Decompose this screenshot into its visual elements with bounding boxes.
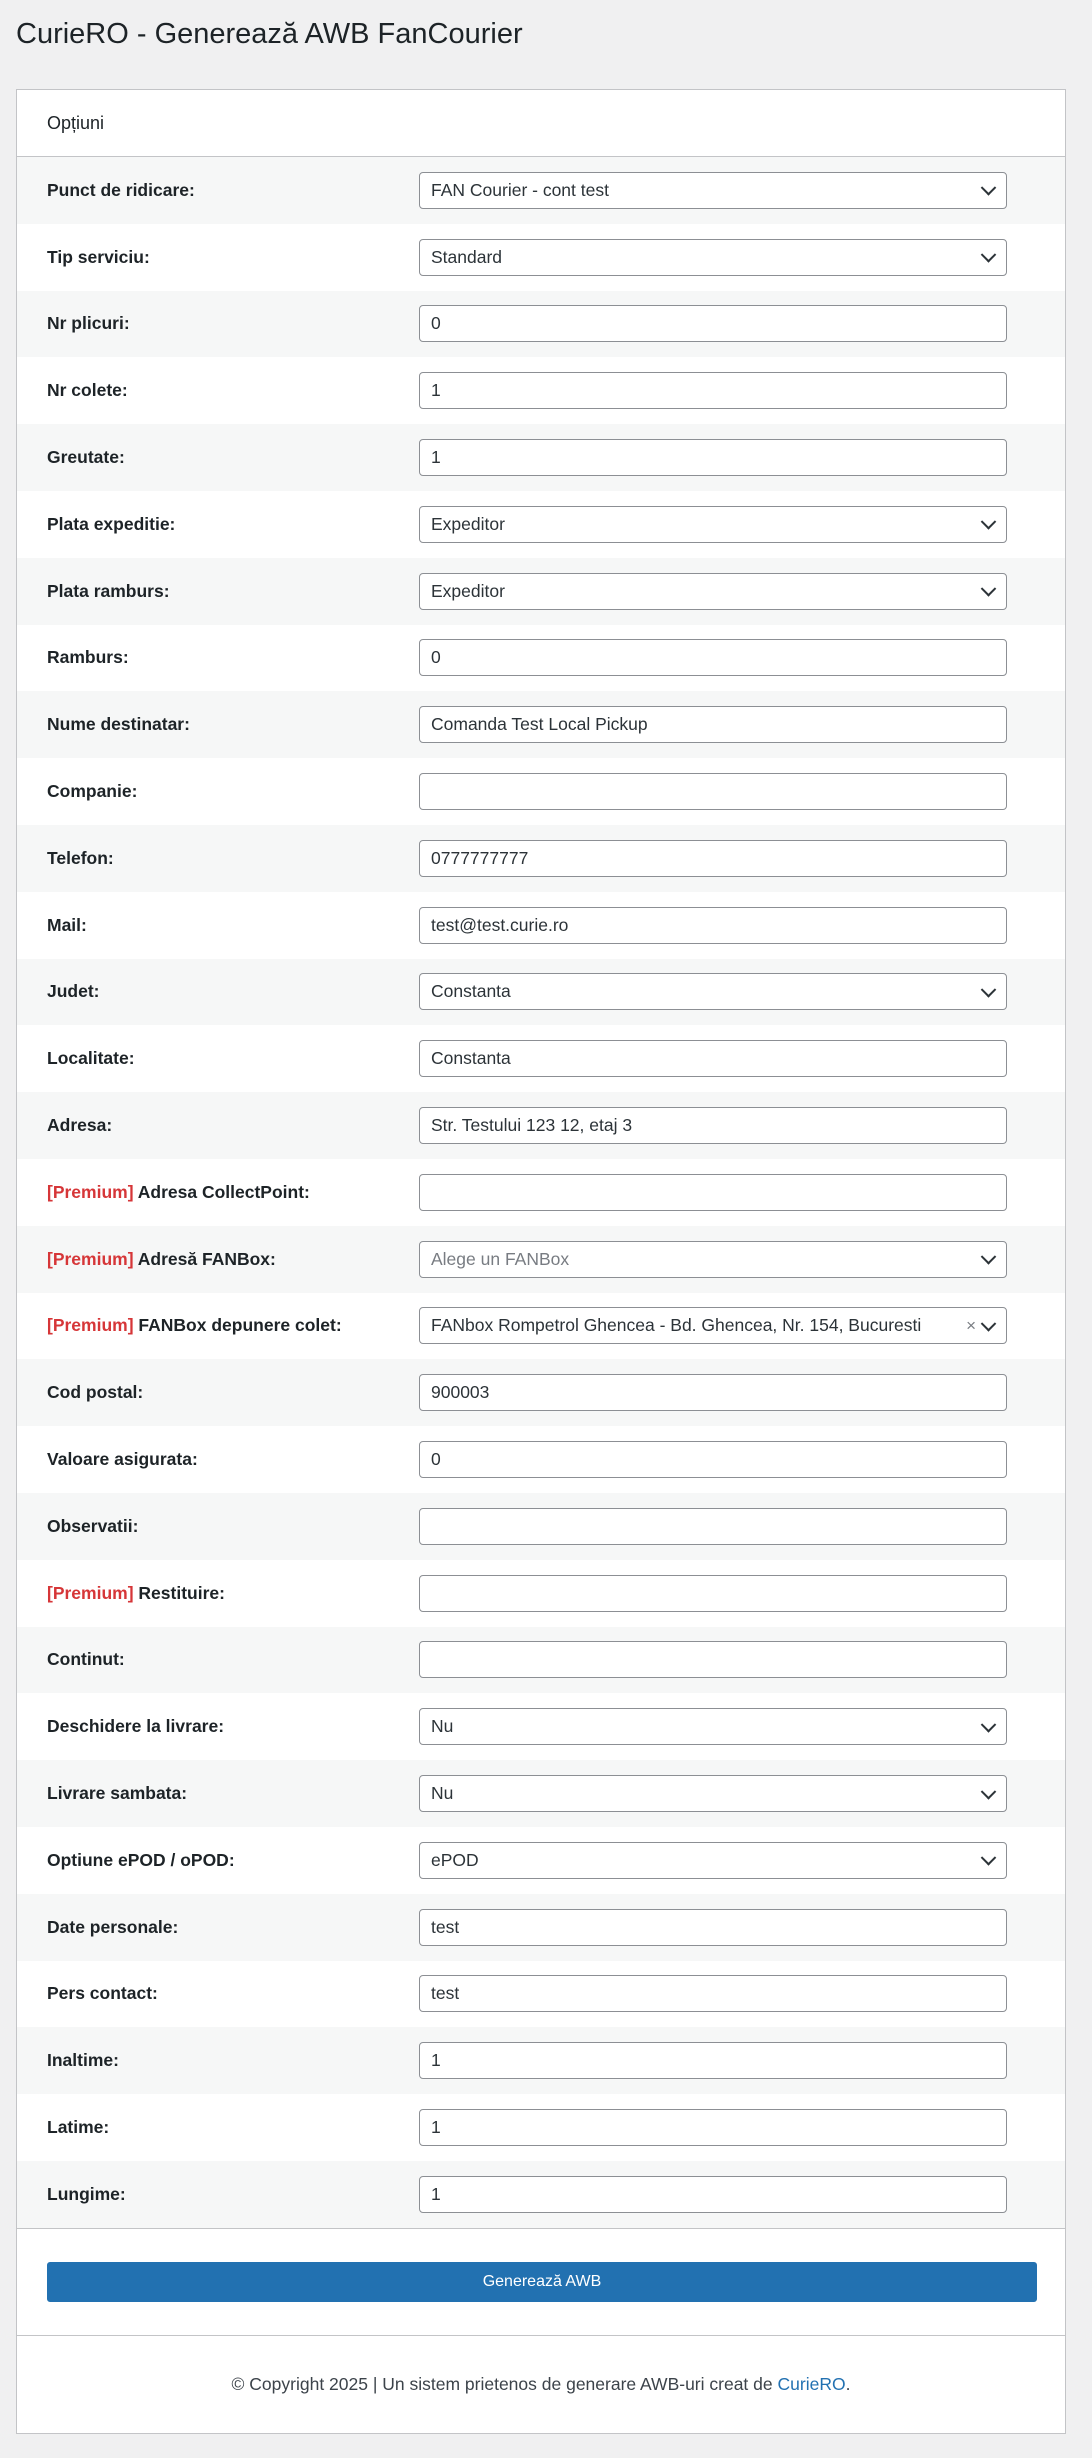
field-value: Nu (431, 1716, 454, 1737)
field-input[interactable] (419, 1909, 1007, 1946)
field-input[interactable] (419, 305, 1007, 342)
field-label (17, 313, 419, 334)
field-value: ePOD (431, 1849, 479, 1870)
field-label-text: Latime: (47, 2117, 110, 2137)
field-label (17, 915, 419, 936)
field-label-text: Greutate: (47, 447, 125, 468)
form-row (17, 691, 1065, 758)
field-input[interactable] (419, 2176, 1007, 2213)
field-label-text: Plata ramburs: (47, 580, 170, 601)
field-label (17, 781, 419, 802)
generate-awb-button[interactable]: Generează AWB (47, 2262, 1037, 2302)
form-row (17, 2027, 1065, 2094)
field-label-text: Adresă FANBox: (137, 1248, 276, 1269)
field-select[interactable] (419, 506, 1007, 543)
field-input[interactable] (419, 1174, 1007, 1211)
chevron-down-icon (981, 180, 997, 196)
field-label (17, 1716, 419, 1737)
field-value: Comanda Test Local Pickup (431, 714, 648, 735)
chevron-down-icon (981, 514, 997, 530)
field-input[interactable] (419, 372, 1007, 409)
field-label-text: Optiune ePOD / oPOD: (47, 1849, 235, 1870)
field-value: Constanta (431, 1048, 511, 1069)
form-row (17, 892, 1065, 959)
form-row (17, 1092, 1065, 1159)
page-title: CurieRO - Generează AWB FanCourier (16, 18, 523, 50)
field-value: 0 (431, 313, 441, 334)
field-input[interactable] (419, 2042, 1007, 2079)
field-input[interactable] (419, 1441, 1007, 1478)
chevron-down-icon (981, 1850, 997, 1866)
field-select[interactable] (419, 172, 1007, 209)
copyright-footer (17, 2336, 1065, 2433)
field-value: 1 (431, 2117, 441, 2137)
field-value: test@test.curie.ro (431, 914, 569, 935)
chevron-down-icon (981, 982, 997, 998)
field-value: 900003 (431, 1382, 490, 1403)
field-label-text: Judet: (47, 981, 100, 1002)
premium-badge: [Premium] (47, 1315, 134, 1336)
form-row (17, 758, 1065, 825)
chevron-down-icon (981, 1249, 997, 1265)
field-value: Standard (431, 246, 503, 267)
actions-bar (17, 2229, 1065, 2336)
field-label (17, 514, 419, 535)
field-label-text: Localitate: (47, 1048, 135, 1069)
clear-icon[interactable]: × (966, 1315, 976, 1335)
field-value: FANbox Rompetrol Ghencea - Bd. Ghencea, Nr. 154, Bucuresti (431, 1315, 922, 1336)
form-row (17, 357, 1065, 424)
form-row (17, 1827, 1065, 1894)
field-value: Expeditor (431, 513, 505, 534)
field-label (17, 1917, 419, 1938)
field-label (17, 1249, 419, 1270)
field-label (17, 247, 419, 268)
field-label (17, 1516, 419, 1537)
field-label (17, 1048, 419, 1069)
field-select[interactable] (419, 573, 1007, 610)
field-value: test (431, 1916, 460, 1937)
field-input[interactable] (419, 1975, 1007, 2012)
field-input[interactable] (419, 706, 1007, 743)
field-input[interactable] (419, 1040, 1007, 1077)
form-row (17, 825, 1065, 892)
field-label (17, 1115, 419, 1136)
field-value: Constanta (431, 981, 511, 1002)
field-select[interactable] (419, 1241, 1007, 1278)
field-label-text: Adresa CollectPoint: (137, 1181, 310, 1202)
field-select[interactable] (419, 1775, 1007, 1812)
chevron-down-icon (981, 1316, 997, 1332)
form-row (17, 1025, 1065, 1092)
field-label-text: Restituire: (138, 1582, 225, 1603)
field-label (17, 2117, 419, 2138)
field-value: 1 (431, 380, 441, 401)
field-label-text: Adresa: (47, 1115, 113, 1136)
field-input[interactable] (419, 773, 1007, 810)
field-label (17, 1182, 419, 1203)
field-label-text: Nr colete: (47, 380, 128, 401)
field-value: FAN Courier - cont test (431, 179, 609, 200)
form-row (17, 1426, 1065, 1493)
field-value: 0 (431, 647, 441, 668)
field-value: Alege un FANBox (431, 1248, 570, 1269)
field-label (17, 1649, 419, 1670)
field-label (17, 2184, 419, 2205)
options-panel (16, 89, 1066, 2434)
field-value: test (431, 1983, 460, 2004)
field-label-text: Date personale: (47, 1916, 179, 1937)
field-input[interactable] (419, 840, 1007, 877)
field-label-text: Continut: (47, 1649, 125, 1670)
form-rows (17, 157, 1065, 2228)
form-row (17, 1894, 1065, 1961)
form-row (17, 2161, 1065, 2228)
field-label-text: Pers contact: (47, 1983, 158, 2004)
form-row (17, 1226, 1065, 1293)
form-row (17, 558, 1065, 625)
curiero-link[interactable]: CurieRO (777, 2373, 846, 2394)
field-value: Str. Testului 123 12, etaj 3 (431, 1115, 633, 1136)
field-label (17, 1983, 419, 2004)
field-label-text: Ramburs: (47, 647, 129, 668)
panel-header: Opțiuni (17, 90, 1065, 157)
form-row (17, 1961, 1065, 2028)
copyright-suffix: . (845, 2373, 851, 2394)
field-label (17, 647, 419, 668)
field-label-text: Nume destinatar: (47, 714, 190, 735)
form-row (17, 1359, 1065, 1426)
field-select[interactable] (419, 973, 1007, 1010)
field-label-text: Inaltime: (47, 2050, 119, 2071)
field-value: 1 (431, 2050, 441, 2071)
form-row (17, 625, 1065, 692)
field-label-text: Observatii: (47, 1515, 139, 1536)
field-label-text: Livrare sambata: (47, 1783, 188, 1804)
chevron-down-icon (981, 1717, 997, 1733)
form-row (17, 1493, 1065, 1560)
field-label (17, 180, 419, 201)
premium-badge: [Premium] (47, 1248, 134, 1269)
field-select[interactable] (419, 1708, 1007, 1745)
form-row (17, 1627, 1065, 1694)
field-label (17, 2050, 419, 2071)
field-value: 0777777777 (431, 847, 529, 868)
field-value: 1 (431, 2183, 441, 2204)
field-label (17, 1783, 419, 1804)
field-value: Expeditor (431, 580, 505, 601)
field-label-text: Lungime: (47, 2183, 126, 2204)
form-row (17, 2094, 1065, 2161)
field-input[interactable] (419, 1374, 1007, 1411)
field-value: Nu (431, 1783, 454, 1804)
field-label (17, 380, 419, 401)
field-label-text: Telefon: (47, 847, 114, 868)
form-row (17, 157, 1065, 224)
field-label-text: Cod postal: (47, 1382, 144, 1403)
field-label (17, 1583, 419, 1604)
field-input[interactable] (419, 2109, 1007, 2146)
field-label (17, 1382, 419, 1403)
field-select[interactable] (419, 1307, 1007, 1344)
form-row (17, 291, 1065, 358)
field-label-text: Tip serviciu: (47, 246, 150, 267)
field-label-text: Nr plicuri: (47, 313, 130, 334)
field-label-text: Plata expeditie: (47, 513, 176, 534)
field-label-text: Companie: (47, 781, 138, 802)
field-label (17, 581, 419, 602)
field-value: 0 (431, 1449, 441, 1470)
field-label-text: Mail: (47, 914, 87, 935)
field-label-text: Valoare asigurata: (47, 1449, 198, 1470)
field-label-text: FANBox depunere colet: (138, 1315, 342, 1336)
field-input[interactable] (419, 1508, 1007, 1545)
form-row (17, 1760, 1065, 1827)
form-row (17, 491, 1065, 558)
field-label-text: Punct de ridicare: (47, 179, 195, 200)
field-label (17, 981, 419, 1002)
chevron-down-icon (981, 1784, 997, 1800)
form-row (17, 1293, 1065, 1360)
field-input[interactable] (419, 1641, 1007, 1678)
field-value: 1 (431, 447, 441, 468)
field-label (17, 848, 419, 869)
field-label (17, 447, 419, 468)
field-select[interactable] (419, 239, 1007, 276)
field-input[interactable] (419, 439, 1007, 476)
copyright-text: © Copyright 2025 | Un sistem prietenos de generare AWB-uri creat de (231, 2373, 773, 2394)
field-input[interactable] (419, 1575, 1007, 1612)
field-input[interactable] (419, 1107, 1007, 1144)
form-row (17, 224, 1065, 291)
field-select[interactable] (419, 1842, 1007, 1879)
chevron-down-icon (981, 247, 997, 263)
field-label (17, 714, 419, 735)
premium-badge: [Premium] (47, 1582, 134, 1603)
field-label (17, 1850, 419, 1871)
field-input[interactable] (419, 907, 1007, 944)
field-label (17, 1449, 419, 1470)
field-input[interactable] (419, 639, 1007, 676)
form-row (17, 1159, 1065, 1226)
form-row (17, 1560, 1065, 1627)
form-row (17, 424, 1065, 491)
premium-badge: [Premium] (47, 1181, 134, 1202)
form-row (17, 959, 1065, 1026)
field-label-text: Deschidere la livrare: (47, 1716, 225, 1737)
field-label (17, 1315, 419, 1336)
chevron-down-icon (981, 581, 997, 597)
form-row (17, 1693, 1065, 1760)
